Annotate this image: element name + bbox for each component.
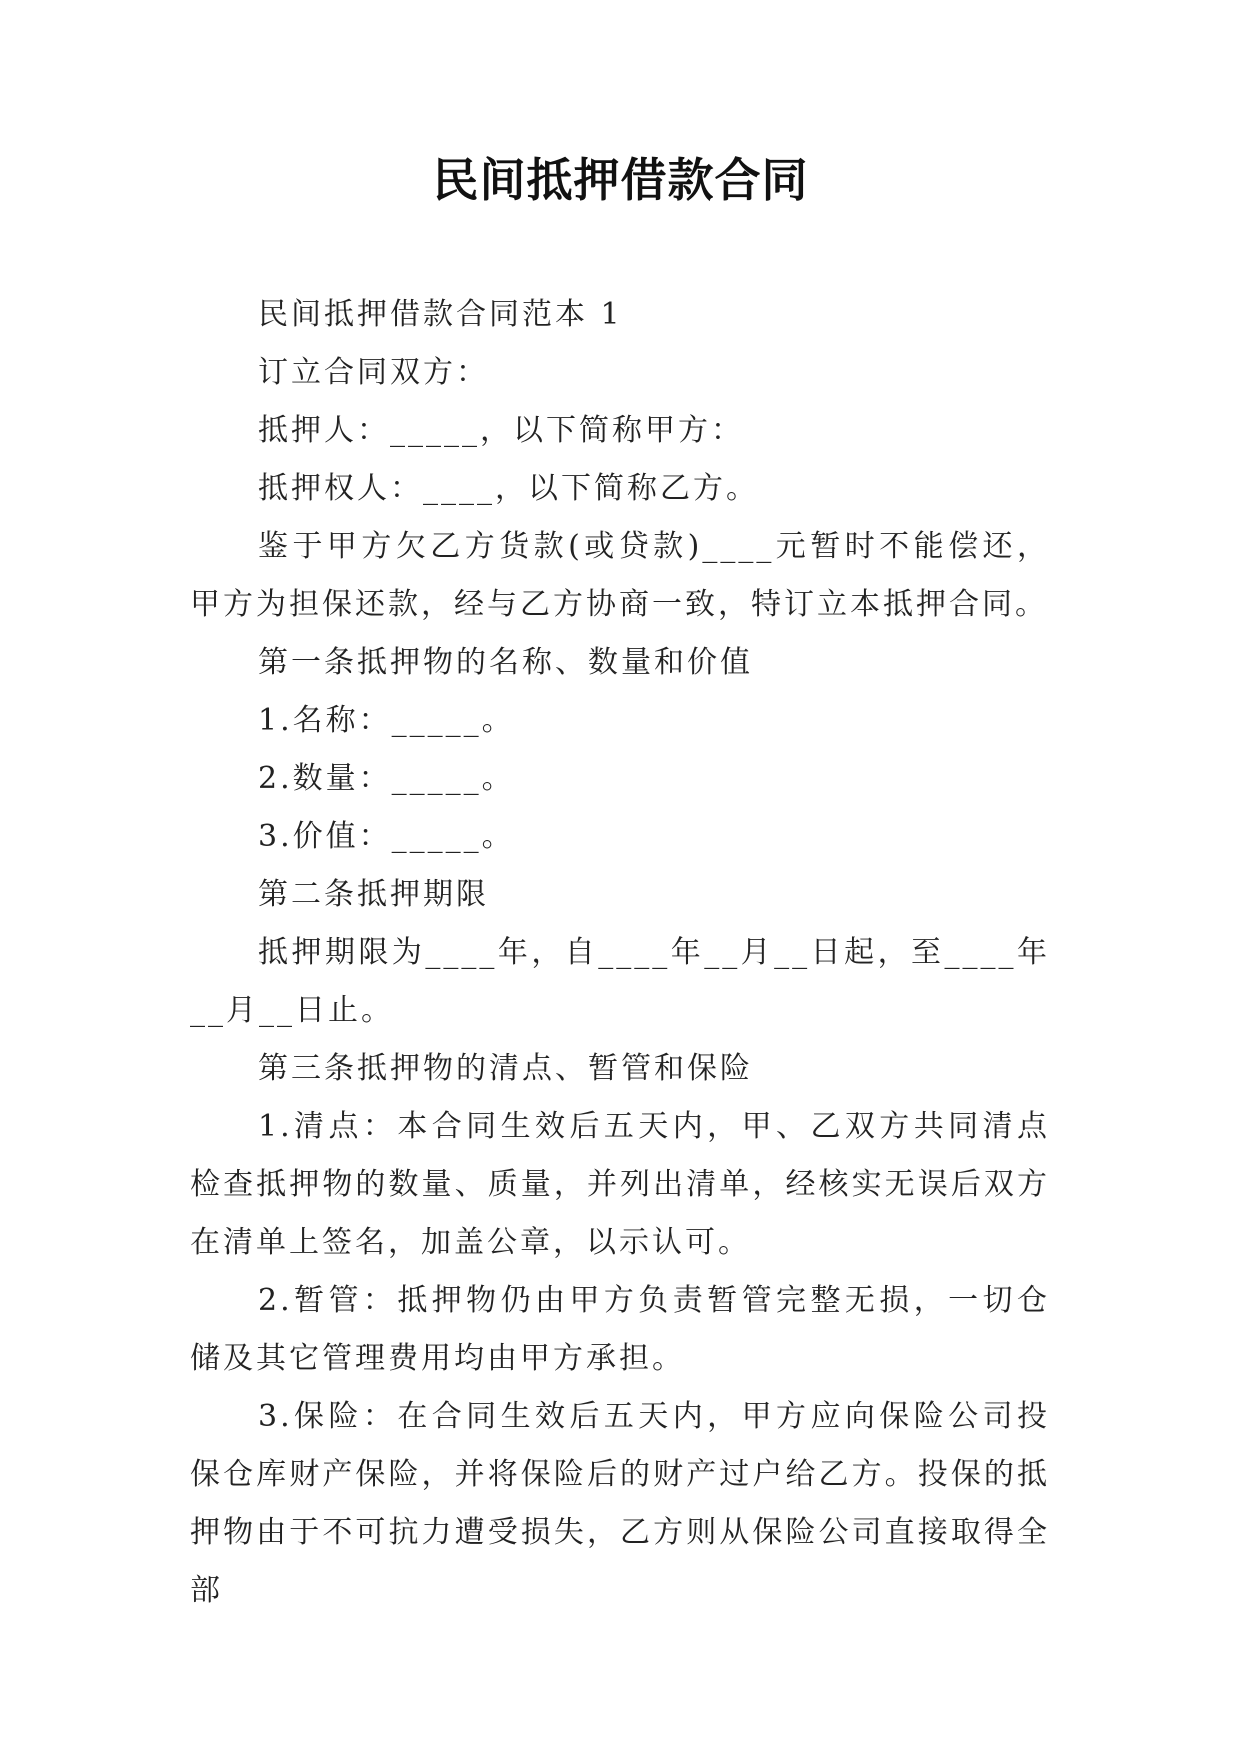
article-1-item-quantity: 2.数量：_____。 [258, 761, 515, 796]
paragraph-mortgagor: 抵押人：_____，以下简称甲方： [258, 413, 744, 448]
document-body [190, 286, 1050, 1620]
article-2-heading: 第二条抵押期限 [258, 877, 489, 912]
article-3-item-insurance: 3.保险：在合同生效后五天内，甲方应向保险公司投保仓库财产保险，并将保险后的财产过户给乙方。投保的抵押物由于不可抗力遭受损失，乙方则从保险公司直接取得全部 [190, 1399, 1050, 1608]
paragraph-parties: 订立合同双方： [258, 355, 489, 390]
article-1-heading: 第一条抵押物的名称、数量和价值 [258, 645, 753, 680]
article-3-item-inventory: 1.清点：本合同生效后五天内，甲、乙双方共同清点检查抵押物的数量、质量，并列出清单，经核实无误后双方在清单上签名，加盖公章，以示认可。 [190, 1109, 1050, 1260]
article-3-item-custody: 2.暂管：抵押物仍由甲方负责暂管完整无损，一切仓储及其它管理费用均由甲方承担。 [190, 1283, 1050, 1376]
paragraph-preamble: 鉴于甲方欠乙方货款(或贷款)____元暂时不能偿还，甲方为担保还款，经与乙方协商一致，特订立本抵押合同。 [190, 529, 1050, 622]
paragraph-mortgagee: 抵押权人：____，以下简称乙方。 [258, 471, 759, 506]
article-1-item-value: 3.价值：_____。 [258, 819, 515, 854]
article-3-heading: 第三条抵押物的清点、暂管和保险 [258, 1051, 753, 1086]
paragraph-template-heading: 民间抵押借款合同范本 1 [258, 297, 623, 332]
article-1-item-name: 1.名称：_____。 [258, 703, 515, 738]
article-2-term: 抵押期限为____年，自____年__月__日起，至____年__月__日止。 [190, 935, 1050, 1028]
document-title: 民间抵押借款合同 [432, 153, 809, 207]
